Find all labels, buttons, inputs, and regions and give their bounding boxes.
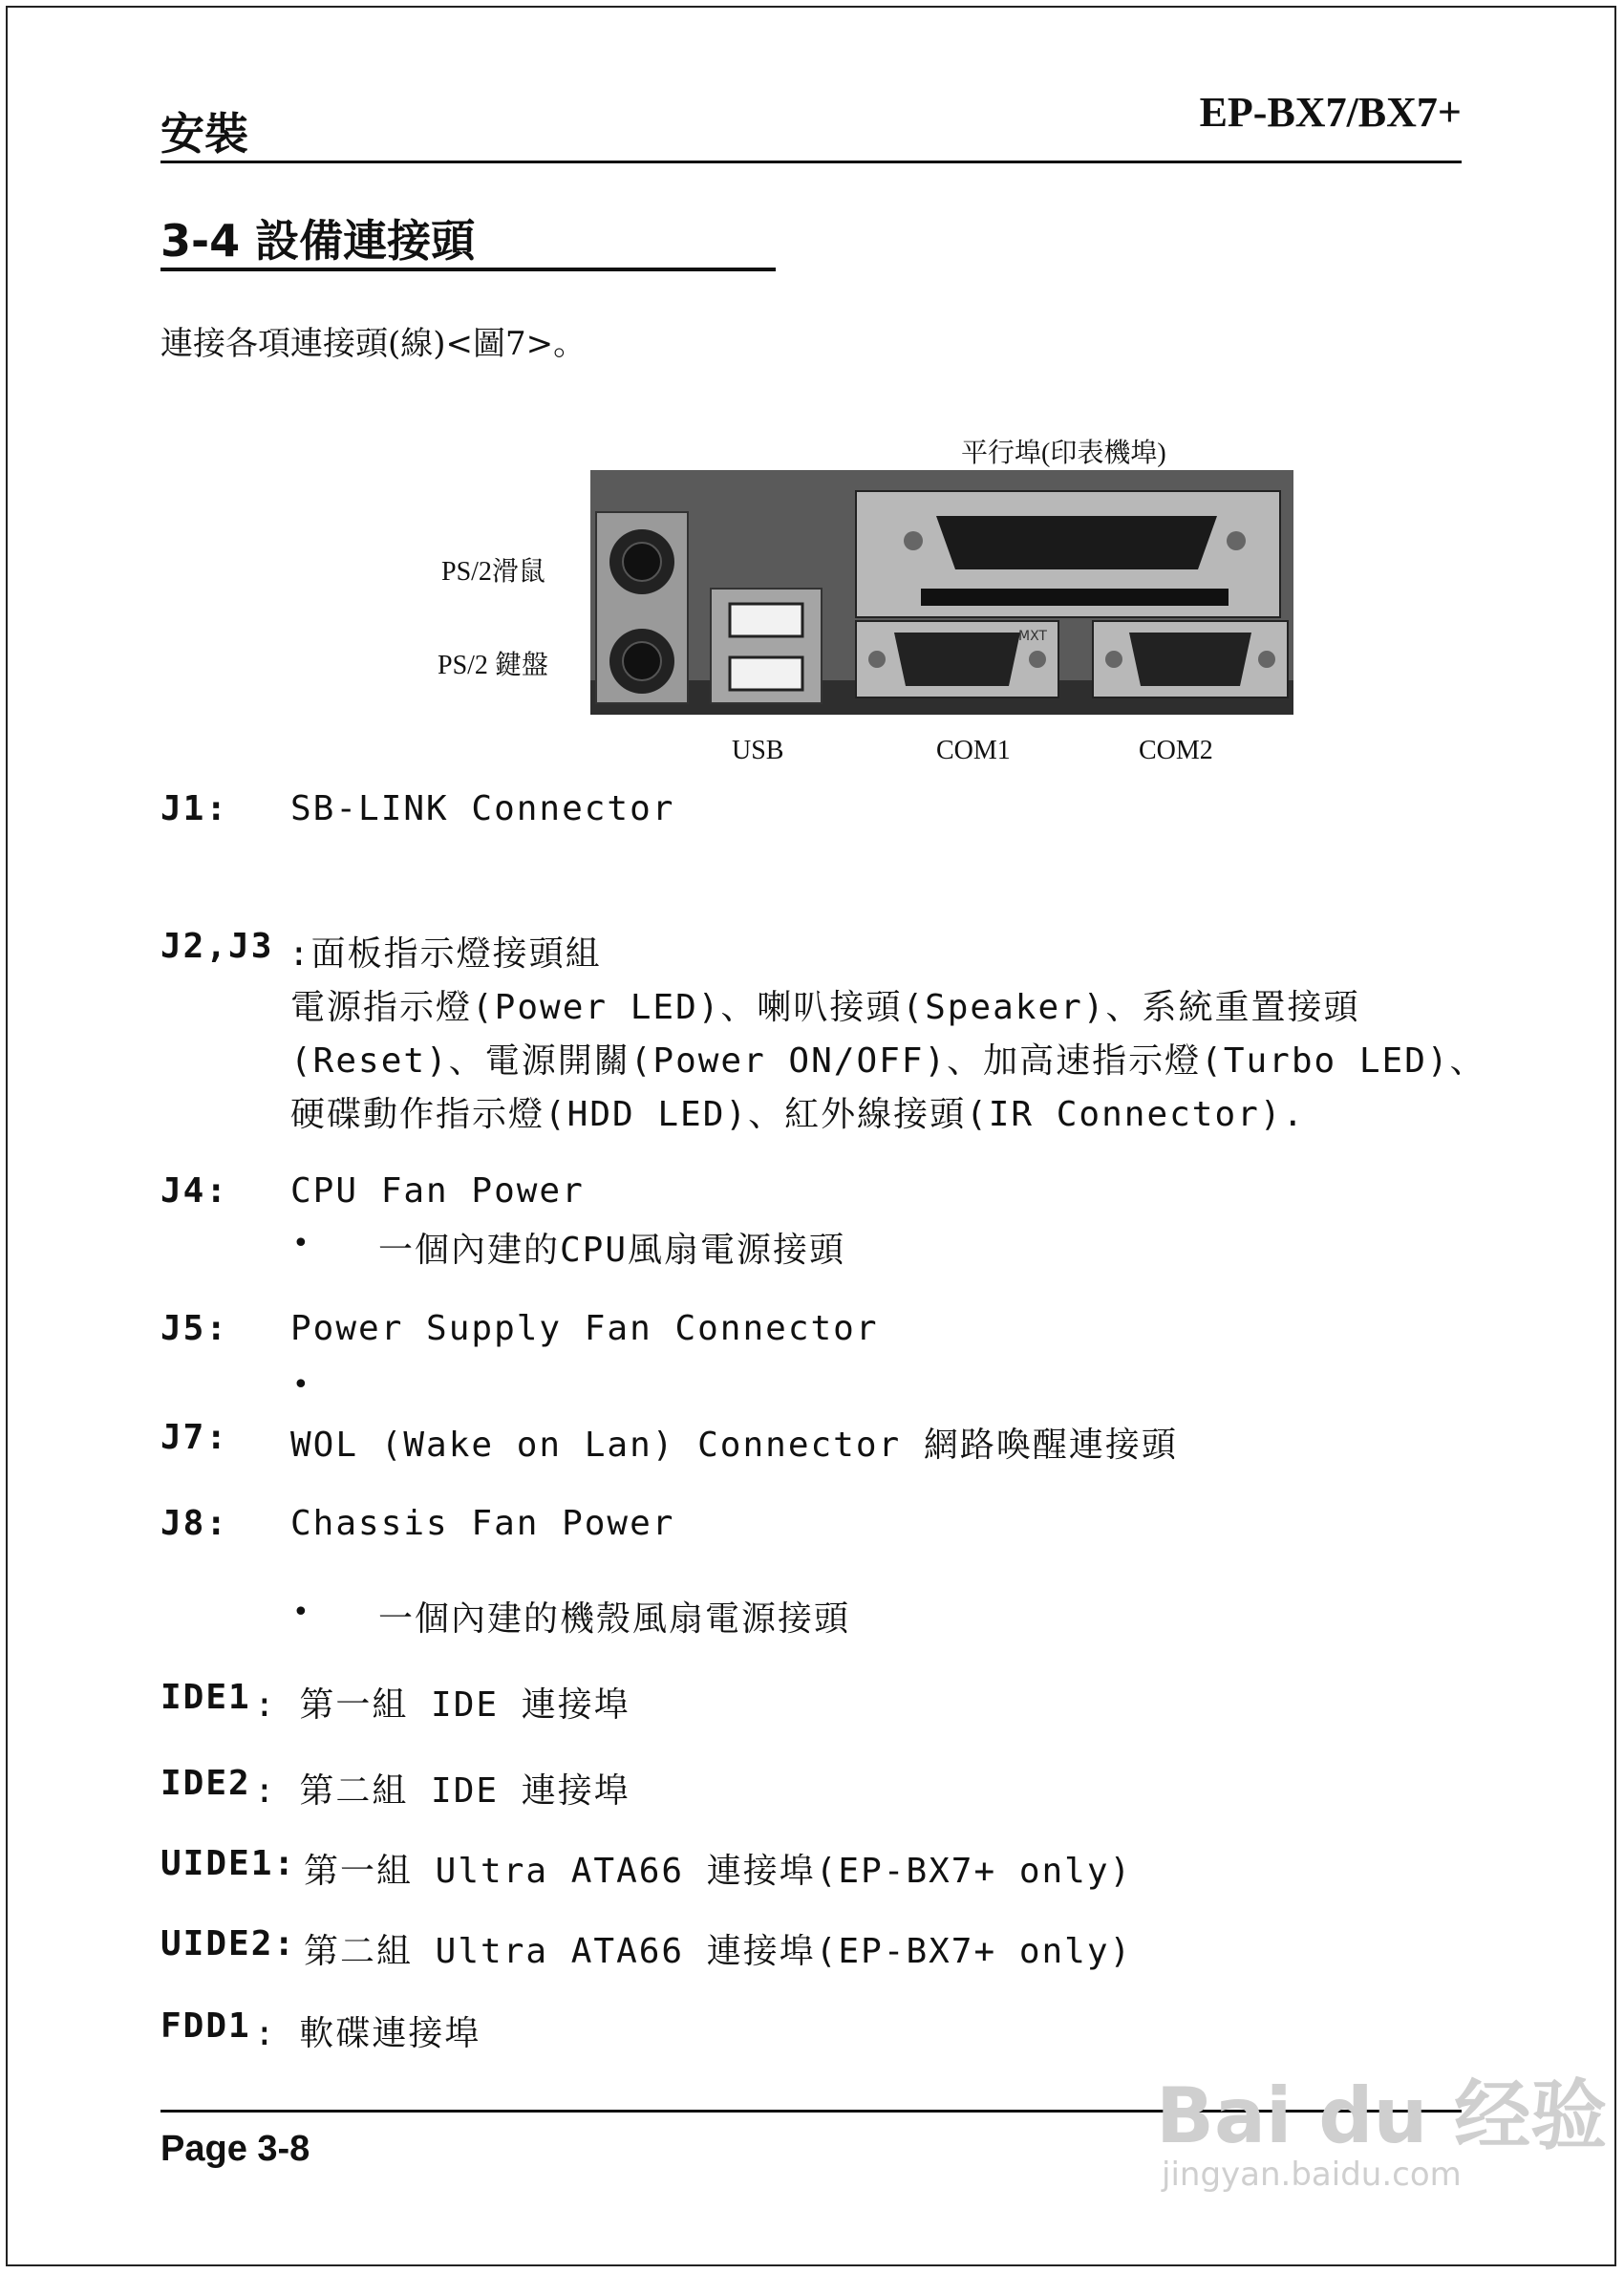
figure-label-usb: USB — [732, 736, 784, 765]
rear-panel-photo — [590, 470, 1293, 715]
item-j8-bullet-text: 一個內建的機殼風扇電源接頭 — [378, 1599, 851, 1639]
item-j8-bullet: • — [292, 1596, 310, 1629]
item-ide2-text: : 第二組 IDE 連接埠 — [254, 1771, 630, 1811]
item-j2j3-line-2: (Reset)、電源開關(Power ON/OFF)、加高速指示燈(Turbo LED)、 — [290, 1041, 1486, 1081]
item-ide2-label: IDE2 — [160, 1764, 251, 1803]
item-j8-label: J8: — [160, 1504, 229, 1543]
header-chapter: 安裝 — [160, 108, 248, 160]
item-ide1-text: : 第一組 IDE 連接埠 — [254, 1685, 630, 1725]
item-uide2-text: 第二組 Ultra ATA66 連接埠(EP-BX7+ only) — [304, 1932, 1133, 1971]
item-j1-text: SB-LINK Connector — [290, 789, 675, 828]
section-title: 3-4 設備連接頭 — [160, 215, 476, 267]
watermark-brand: Bai du 经验 — [1156, 2071, 1608, 2160]
section-intro: 連接各項連接頭(線)<圖7>。 — [160, 325, 587, 363]
com1-stamp: MXT — [1018, 629, 1047, 644]
section-title-underline — [160, 268, 776, 271]
item-j5-label: J5: — [160, 1309, 229, 1348]
item-uide2-label: UIDE2: — [160, 1924, 297, 1963]
item-j2j3-line-1: 電源指示燈(Power LED)、喇叭接頭(Speaker)、系統重置接頭 — [290, 988, 1360, 1027]
item-j4-bullet-text: 一個內建的CPU風扇電源接頭 — [378, 1231, 846, 1270]
item-j2j3-text: :面板指示燈接頭組 — [288, 934, 602, 974]
header-rule — [160, 161, 1462, 163]
item-j4-label: J4: — [160, 1171, 229, 1211]
figure-label-com2: COM2 — [1139, 736, 1213, 765]
figure-label-parallel: 平行埠(印表機埠) — [961, 439, 1166, 468]
item-uide1-text: 第一組 Ultra ATA66 連接埠(EP-BX7+ only) — [304, 1852, 1133, 1891]
watermark-url: jingyan.baidu.com — [1162, 2156, 1462, 2194]
page-number: Page 3-8 — [160, 2129, 310, 2169]
item-j4-text: CPU Fan Power — [290, 1171, 585, 1211]
item-ide1-label: IDE1 — [160, 1678, 251, 1717]
item-j2j3-label: J2,J3 — [160, 927, 274, 966]
item-uide1-label: UIDE1: — [160, 1844, 297, 1883]
header-model: EP-BX7/BX7+ — [1199, 89, 1462, 136]
item-j2j3-line-3: 硬碟動作指示燈(HDD LED)、紅外線接頭(IR Connector). — [290, 1095, 1306, 1134]
item-j7-label: J7: — [160, 1418, 229, 1457]
figure-label-ps2-keyboard: PS/2 鍵盤 — [438, 651, 548, 680]
item-j7-text: WOL (Wake on Lan) Connector 網路喚醒連接頭 — [290, 1426, 1178, 1465]
figure-label-ps2-mouse: PS/2滑鼠 — [441, 557, 545, 587]
item-j5-text: Power Supply Fan Connector — [290, 1309, 879, 1348]
item-j1-label: J1: — [160, 789, 229, 828]
figure-label-com1: COM1 — [936, 736, 1011, 765]
item-j4-bullet: • — [292, 1227, 310, 1260]
item-j5-bullet: • — [292, 1368, 310, 1402]
item-fdd1-label: FDD1 — [160, 2006, 251, 2046]
item-fdd1-text: : 軟碟連接埠 — [254, 2014, 481, 2053]
item-j8-text: Chassis Fan Power — [290, 1504, 675, 1543]
